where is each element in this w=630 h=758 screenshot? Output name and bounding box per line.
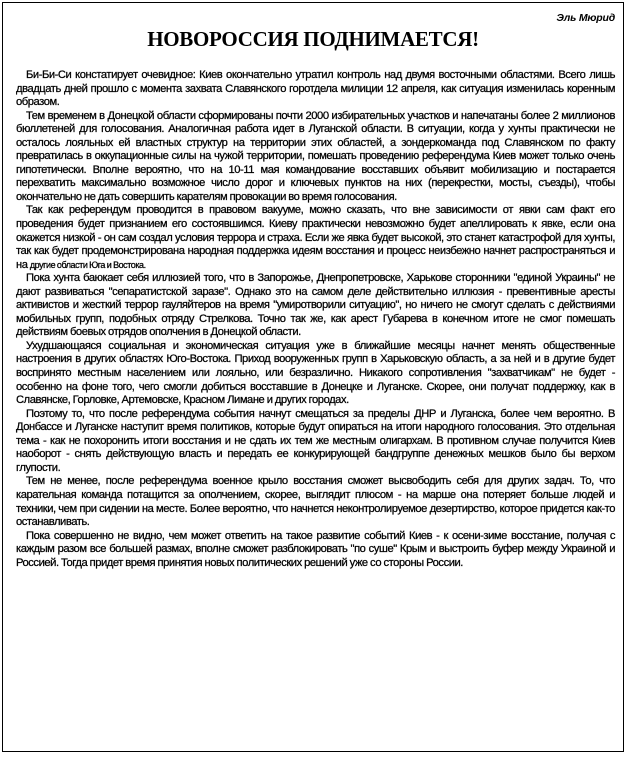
paragraph: Поэтому то, что после референдума события начнут смещаться за пределы ДНР и Луганска, более чем вероятно. В Донбассе и Луганске наступит время политиков, которые будут опираться на итоги народного голосования. Это отдельная тема - как не похоронить итоги восстания и не сдать их тем же местным олигархам. В противном случае получится Киев наоборот - снять действующую власть и передать ее конкурирующей бандгруппе денежных мешков было бы верхом глупости. bbox=[16, 407, 615, 474]
paragraph: Ухудшающаяся социальная и экономическая ситуация уже в ближайшие месяцы начнет менять общественные настроения в других областях Юго-Востока. Приход вооруженных групп в Харьковскую область, а за ней и в другие будет воспринято местным населением или лояльно, или безразлично. Никакого сопротивления "захватчикам" не будет - особенно на фоне того, чего смогли добиться восставшие в Донецке и Луганске. Скорее, они получат поддержку, как в Славянске, Горловке, Артемовске, Красном Лимане и других городах. bbox=[16, 339, 615, 407]
paragraph: Тем временем в Донецкой области сформированы почти 2000 избирательных участков и напечатаны более 2 миллионов бюллетеней для голосования. Аналогичная работа идет в Луганской области. В ситуации, когда у хунты практически не осталось лояльных ей властных структур на территории этих областей, а зондеркоманда под Славянском по факту превратилась в оккупационные силы на чужой территории, помешать проведению референдума Киев может только очень гипотетически. Вполне вероятно, что на 10-11 мая командование восставших объявит мобилизацию и постарается перехватить максимально возможное число дорог и ключевых пунктов на них (перекрестки, мосты, съезды), чтобы окончательно не дать совершить карателям провокации во время голосования. bbox=[16, 109, 615, 203]
paragraph: Пока хунта баюкает себя иллюзией того, что в Запорожье, Днепропетровске, Харькове сторонники "единой Украины" не дают развиваться "сепаратистской заразе". Однако это на самом деле действительно иллюзия - превентивные аресты активистов и жесткий террор гауляйтеров на время "умиротворили ситуацию", но ничего не смогут сделать с действиями мобильных групп, подобных отряду Стрелкова. Точно так же, как арест Губарева в конечном итоге не смог помешать действиям боевых отрядов ополчения в Донецкой области. bbox=[16, 272, 615, 339]
article-author: Эль Мюрид bbox=[556, 12, 615, 24]
article-body bbox=[16, 69, 615, 570]
paragraph: Тем не менее, после референдума военное крыло восстания сможет высвободить себя для других задач. То, что карательная команда потащится за ополчением, скорее, выглядит плюсом - на марше она потеряет больше людей и техники, чем при сидении на месте. Более вероятно, что начнется неконтролируемое дезертирство, которое придется как-то останавливать. bbox=[16, 475, 615, 529]
paragraph-text: Так как референдум проводится в правовом вакууме, можно сказать, что вне зависимости от явки сам факт его проведения будет признанием его состоявшимся. Киеву практически невозможно будет апеллировать к явке, если она окажется низкой - он сам создал условия террора и страха. Если же явка будет высокой, это станет катастрофой для хунты, так как будет продемонстрирована народная поддержка идеям восстания и процесс неизбежно начнет распространяться и на bbox=[16, 204, 615, 271]
paragraph-small-tail: другие области Юга и Востока. bbox=[29, 259, 146, 270]
paragraph: Би-Би-Си констатирует очевидное: Киев окончательно утратил контроль над двумя восточными областями. Всего лишь двадцать дней прошло с момента захвата Славянского горотдела милиции 12 апреля, как ситуация изменилась коренным образом. bbox=[16, 69, 615, 109]
article-title: НОВОРОССИЯ ПОДНИМАЕТСЯ! bbox=[147, 27, 479, 51]
article-frame bbox=[2, 2, 624, 752]
paragraph: Пока совершенно не видно, чем может ответить на такое развитие событий Киев - к осени-зиме восстание, получая с каждым разом все большей размах, вполне сможет разблокировать "по суше" Крым и выстроить буфер между Украиной и Россией. Тогда придет время принятия новых политических решений уже со стороны России. bbox=[16, 529, 615, 569]
paragraph bbox=[16, 204, 615, 272]
